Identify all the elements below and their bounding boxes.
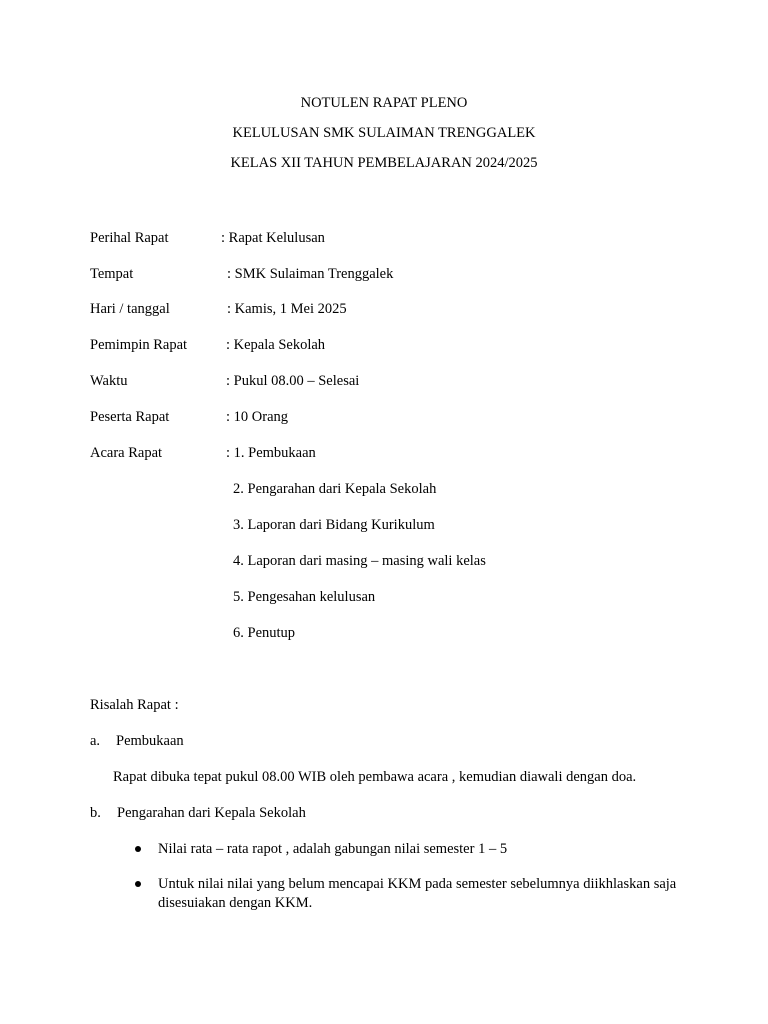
info-label-tempat: Tempat: [90, 266, 134, 282]
doc-class-year: KELAS XII TAHUN PEMBELAJARAN 2024/2025: [230, 155, 538, 171]
info-value-tempat: : SMK Sulaiman Trenggalek: [227, 266, 394, 282]
section-b-bullet: Nilai rata – rata rapot , adalah gabungan nilai semester 1 – 5: [158, 841, 508, 857]
info-value-pemimpin: : Kepala Sekolah: [226, 337, 326, 353]
doc-title: NOTULEN RAPAT PLENO: [300, 95, 468, 111]
info-label-pemimpin: Pemimpin Rapat: [90, 337, 188, 353]
info-label-waktu: Waktu: [90, 373, 128, 389]
section-a-heading: Pembukaan: [116, 733, 184, 749]
info-label-perihal: Perihal Rapat: [90, 230, 169, 246]
agenda-item: 6. Penutup: [233, 625, 296, 641]
section-b-bullet: Untuk nilai nilai yang belum mencapai KKM pada semester sebelumnya diikhlaskan saja disesuiakan dengan KKM.: [158, 876, 677, 911]
info-value-waktu: : Pukul 08.00 – Selesai: [226, 373, 360, 389]
risalah-title: Risalah Rapat :: [90, 697, 179, 713]
section-b-heading: Pengarahan dari Kepala Sekolah: [117, 805, 306, 821]
agenda-item: 5. Pengesahan kelulusan: [233, 589, 376, 605]
agenda-item: 4. Laporan dari masing – masing wali kelas: [233, 553, 486, 569]
doc-subtitle: KELULUSAN SMK SULAIMAN TRENGGALEK: [232, 125, 536, 141]
agenda-item: 3. Laporan dari Bidang Kurikulum: [233, 517, 435, 533]
bullet-icon: [135, 846, 141, 852]
info-value-peserta: : 10 Orang: [226, 409, 289, 425]
info-label-peserta: Peserta Rapat: [90, 409, 170, 425]
bullet-icon: [135, 881, 141, 887]
section-a-marker: a.: [90, 733, 101, 749]
section-a-text: Rapat dibuka tepat pukul 08.00 WIB oleh pembawa acara , kemudian diawali dengan doa.: [113, 769, 637, 785]
info-label-acara: Acara Rapat: [90, 445, 163, 461]
info-value-acara: : 1. Pembukaan: [226, 445, 316, 461]
info-value-tanggal: : Kamis, 1 Mei 2025: [227, 301, 347, 317]
section-b-marker: b.: [90, 805, 101, 821]
agenda-item: 2. Pengarahan dari Kepala Sekolah: [233, 481, 437, 497]
info-label-tanggal: Hari / tanggal: [90, 301, 170, 317]
info-value-perihal: : Rapat Kelulusan: [221, 230, 325, 246]
